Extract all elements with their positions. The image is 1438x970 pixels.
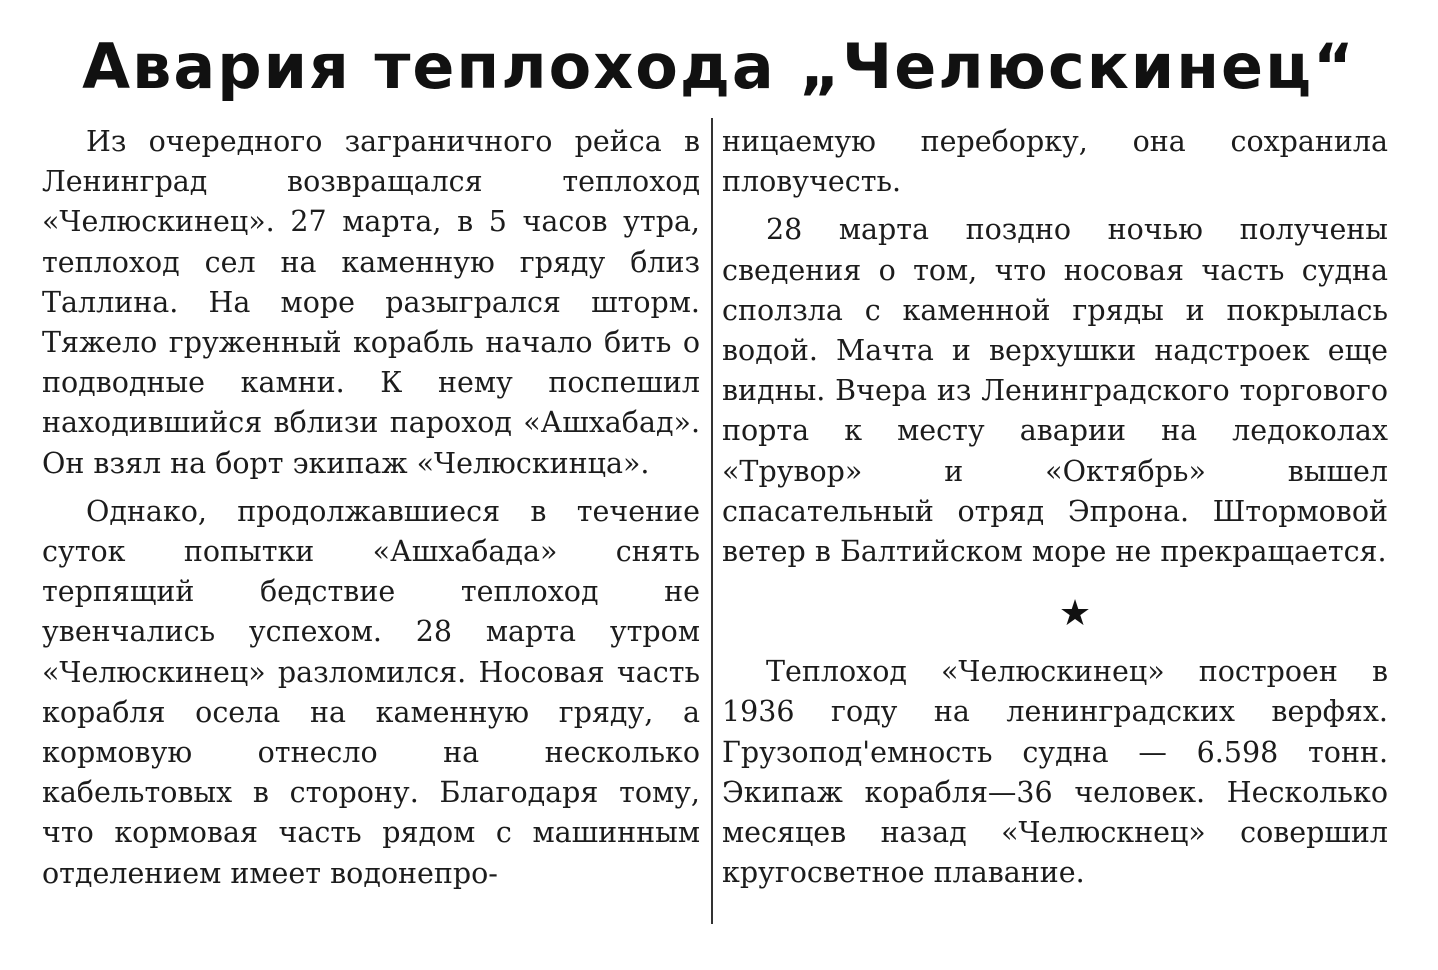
star-separator-icon: ★ bbox=[1058, 593, 1092, 635]
article-paragraph-1: Из очередного заграничного рейса в Ленинград возвращался теплоход «Челюскинец». 27 марта, в 5 часов утра, теплоход сел на каменную гряду близ Таллина. На море разыгрался шторм. Тяжело груженный корабль начало бить о подводные камни. К нему поспешил находившийся вблизи пароход «Ашхабад». Он взял на борт экипаж «Челюскинца». bbox=[42, 125, 700, 480]
column-divider bbox=[711, 118, 713, 924]
article-paragraph-2: Однако, продолжавшиеся в течение суток попытки «Ашхабада» снять терпящий бедствие теплоход не увенчались успехом. 28 марта утром «Челюскинец» разломился. Носовая часть корабля осела на каменную гряду, а кормовую отнесло на несколько кабельтовых в сторону. Благодаря тому, что кормовая часть рядом с машинным отделением имеет водонепро- bbox=[42, 494, 700, 890]
article-paragraph-3: 28 марта поздно ночью получены сведения о том, что носовая часть судна сползла с каменной гряды и покрылась водой. Мачта и верхушки надстроек еще видны. Вчера из Ленинградского торгового порта к месту аварии на ледоколах «Трувор» и «Октябрь» вышел спасательный отряд Эпрона. Штормовой ветер в Балтийском море не прекращается. bbox=[722, 213, 1388, 569]
right-column bbox=[722, 122, 1388, 893]
article-paragraph-4: Теплоход «Челюскинец» построен в 1936 году на ленинградских верфях. Грузопод'емность судна — 6.598 тонн. Экипаж корабля—36 человек. Несколько месяцев назад «Челюскнец» совершил кругосветное плавание. bbox=[722, 655, 1388, 890]
left-column bbox=[42, 122, 700, 894]
article-paragraph-2-continuation: ницаемую переборку, она сохранила пловучесть. bbox=[722, 125, 1388, 199]
article-headline: Авария теплохода „Челюскинец“ bbox=[82, 30, 1356, 103]
